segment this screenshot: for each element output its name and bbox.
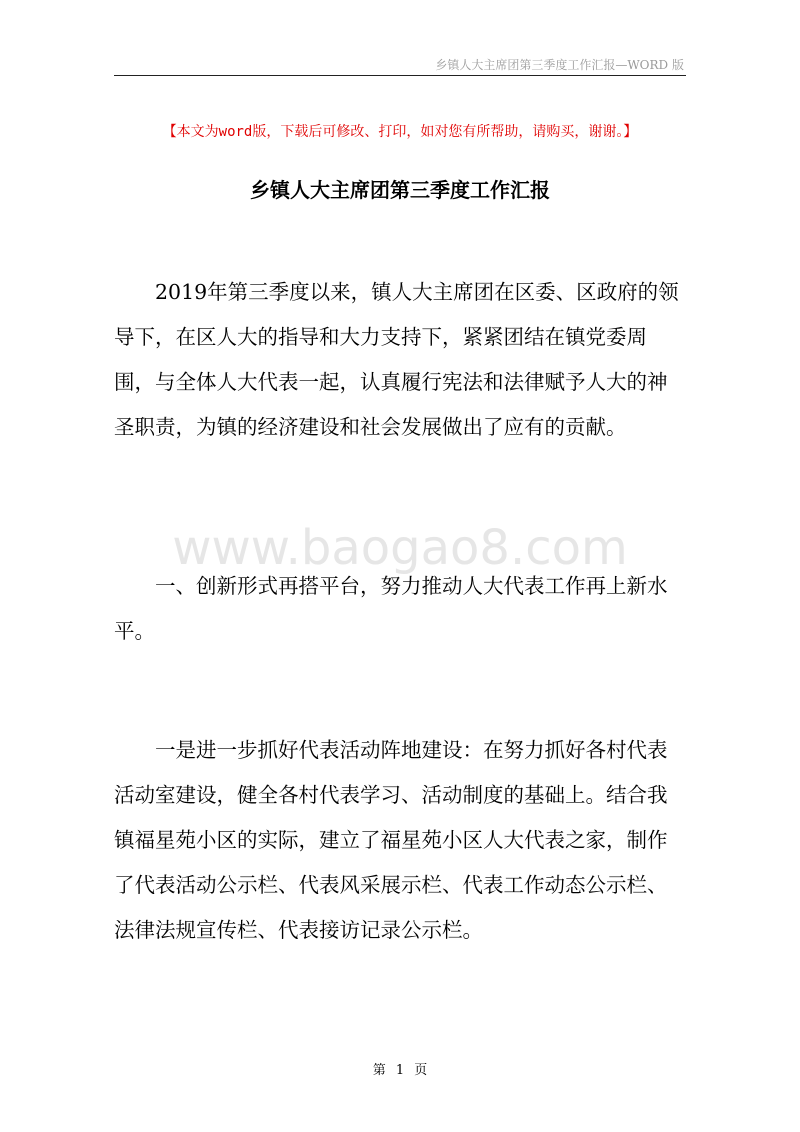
- paragraph-section-heading: 一、创新形式再搭平台，努力推动人大代表工作再上新水平。: [114, 574, 668, 643]
- purchase-notice: 【本文为word版，下载后可修改、打印，如对您有所帮助，请购买，谢谢。】: [162, 124, 638, 140]
- running-header: 乡镇人大主席团第三季度工作汇报—WORD 版: [435, 58, 684, 72]
- document-title: 乡镇人大主席团第三季度工作汇报: [250, 178, 550, 202]
- page-footer: [300, 1059, 500, 1078]
- paragraph-point-one: 一是进一步抓好代表活动阵地建设：在努力抓好各村代表活动室建设，健全各村代表学习、活动制度的基础上。结合我镇福星苑小区的实际，建立了福星苑小区人大代表之家，制作了代表活动公示栏、代表风采展示栏、代表工作动态公示栏、法律法规宣传栏、代表接访记录公示栏。: [114, 738, 668, 942]
- footer-prefix: 第: [372, 1063, 386, 1078]
- header-divider: [114, 75, 686, 76]
- page-number: 1: [395, 1063, 405, 1078]
- paragraph-intro: 2019年第三季度以来，镇人大主席团在区委、区政府的领导下，在区人大的指导和大力支持下，紧紧团结在镇党委周围，与全体人大代表一起，认真履行宪法和法律赋予人大的神圣职责，为镇的经济建设和社会发展做出了应有的贡献。: [114, 280, 679, 439]
- footer-suffix: 页: [414, 1063, 428, 1078]
- watermark: www.baogao8.com: [172, 520, 628, 576]
